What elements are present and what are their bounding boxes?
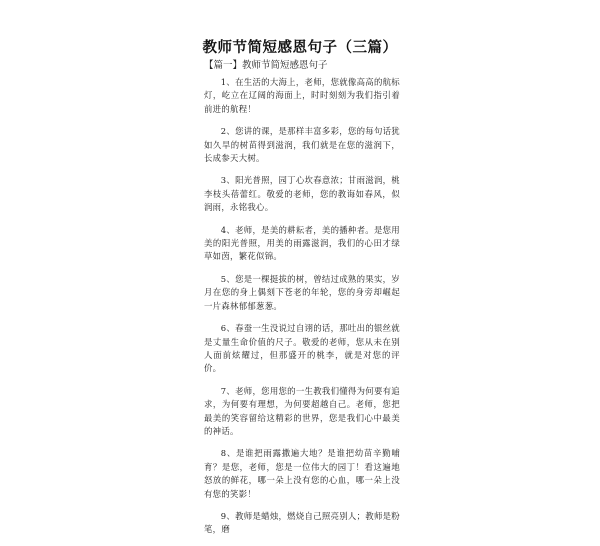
document-title: 教师节简短感恩句子（三篇）	[202, 40, 398, 56]
paragraph: 6、春蚕一生没说过自诩的话，那吐出的银丝就是丈量生命价值的尺子。敬爱的老师，您从未在别人面前炫耀过，但那盛开的桃李，就是对您的评价。	[204, 323, 400, 374]
paragraph: 1、在生活的大海上，老师，您就像高高的航标灯，屹立在辽阔的海面上，时时刻刻为我们指引着前进的航程！	[204, 77, 400, 114]
section-heading: 【篇一】教师节简短感恩句子	[204, 60, 328, 71]
paragraph: 8、是谁把雨露撒遍大地？是谁把幼苗辛勤哺育？是您，老师，您是一位伟大的园丁！看这遍地怒放的鲜花，哪一朵上没有您的心血，哪一朵上没有您的笑影！	[204, 448, 400, 499]
paragraph: 2、您讲的课，是那样丰富多彩，您的每句话犹如久旱的树苗得到滋润，我们就是在您的滋润下，长成参天大树。	[204, 126, 400, 164]
paragraph: 5、您是一棵挺拔的树，曾结过成熟的果实，岁月在您的身上偶刻下苍老的年轮，您的身旁却崛起一片森林郁郁葱葱。	[204, 273, 400, 311]
paragraph: 3、阳光普照，园丁心坎春意浓；甘雨滋润，桃李枝头蓓蕾红。敬爱的老师，您的教诲如春风，似润雨，永铭我心。	[204, 175, 400, 213]
paragraph-list	[204, 76, 400, 546]
paragraph: 4、老师，是美的耕耘者，美的播种者。是您用美的阳光普照，用美的雨露滋润，我们的心田才绿草如茵，繁花似锦。	[204, 224, 400, 262]
paragraph: 7、老师，您用您的一生教我们懂得为何要有追求，为何要有理想，为何要超越自己。老师，您把最美的笑容留给这精彩的世界，您是我们心中最美的神话。	[204, 385, 400, 436]
paragraph: 9、教师是蜡烛，燃烧自己照亮别人；教师是粉笔，磨	[204, 510, 400, 535]
